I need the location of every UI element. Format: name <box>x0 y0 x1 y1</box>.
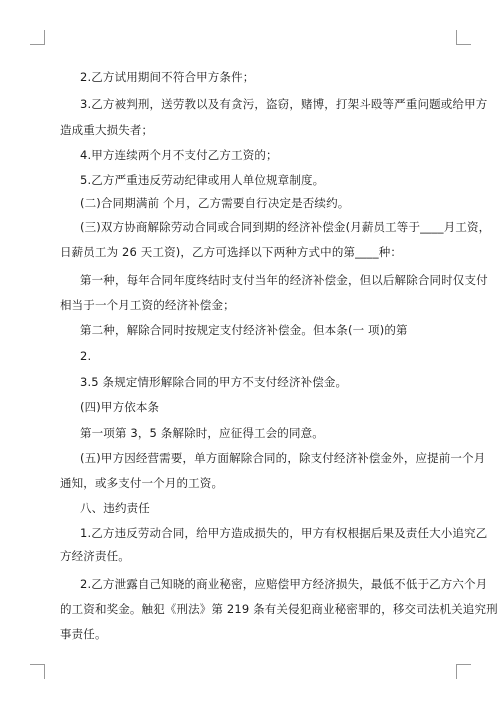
section-heading: 八、违约责任 <box>80 501 150 515</box>
paragraph-line: 造成重大损失者； <box>60 123 154 137</box>
paragraph-line: 4.甲方连续两个月不支付乙方工资的； <box>80 148 278 162</box>
paragraph-line: 2.乙方泄露自己知晓的商业秘密，应赔偿甲方经济损失，最低不低于乙方六个月 <box>80 577 488 591</box>
paragraph-line: 2. <box>80 349 92 363</box>
paragraph-line: (五)甲方因经营需要，单方面解除合同的，除支付经济补偿金外，应提前一个月 <box>80 451 486 465</box>
paragraph-line: 相当于一个月工资的经济补偿金； <box>60 298 235 312</box>
paragraph-line: (二)合同期满前 个月，乙方需要自行决定是否续约。 <box>80 196 350 210</box>
paragraph-line: 3.乙方被判刑，送劳教以及有贪污，盗窃，赌博，打架斗殴等严重问题或给甲方 <box>80 97 488 111</box>
paragraph-line: 的工资和奖金。触犯《刑法》第 219 条有关侵犯商业秘密罪的，移交司法机关追究刑 <box>60 602 498 616</box>
paragraph-line: 日薪员工为 26 天工资)，乙方可选择以下两种方式中的第____种： <box>60 245 403 259</box>
paragraph-line: 2.乙方试用期间不符合甲方条件； <box>80 70 255 84</box>
paragraph-line: 5.乙方严重违反劳动纪律或用人单位规章制度。 <box>80 173 325 187</box>
crop-mark-bottom-left <box>30 664 45 679</box>
paragraph-line: 第一种，每年合同年度终结时支付当年的经济补偿金，但以后解除合同时仅支付 <box>80 273 488 287</box>
paragraph-line: 第二种，解除合同时按规定支付经济补偿金。但本条(一 项)的第 <box>80 323 408 337</box>
crop-mark-top-left <box>30 30 45 45</box>
paragraph-line: 方经济责任。 <box>60 549 130 563</box>
paragraph-line: (三)双方协商解除劳动合同或合同到期的经济补偿金(月薪员工等于____月工资， <box>80 220 491 234</box>
paragraph-line: 1.乙方违反劳动合同，给甲方造成损失的，甲方有权根据后果及责任大小追究乙 <box>80 526 488 540</box>
paragraph-line: 通知，或多支付一个月的工资。 <box>60 476 224 490</box>
paragraph-line: 第一项第 3，5 条解除时，应征得工会的同意。 <box>80 426 324 440</box>
paragraph-line: 事责任。 <box>60 627 107 641</box>
paragraph-line: 3.5 条规定情形解除合同的甲方不支付经济补偿金。 <box>80 375 348 389</box>
crop-mark-bottom-right <box>456 664 471 679</box>
crop-mark-top-right <box>456 30 471 45</box>
paragraph-line: (四)甲方依本条 <box>80 400 160 414</box>
